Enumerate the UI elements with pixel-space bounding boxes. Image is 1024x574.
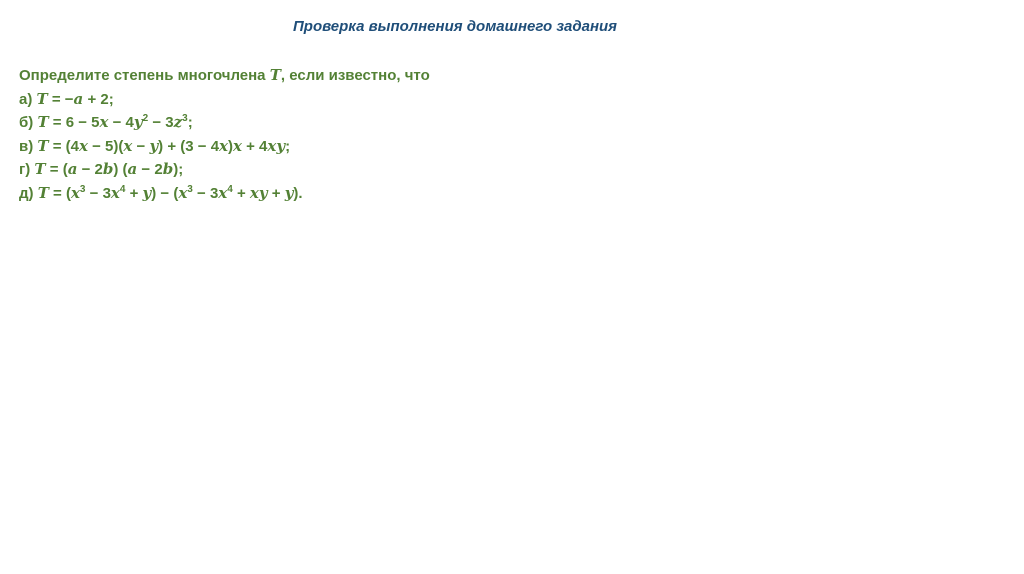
task-item-g: [19, 158, 430, 182]
task-prompt-variable: T: [269, 66, 281, 84]
task-block: [19, 64, 430, 205]
formula-exponent: 3: [182, 113, 188, 124]
formula-text: − 5)(: [87, 137, 124, 155]
formula-variable: a: [73, 89, 84, 108]
formula-variable: T: [36, 89, 48, 108]
formula-text: +: [232, 184, 250, 202]
formula-variable: T: [34, 160, 46, 178]
task-formula: [38, 185, 303, 202]
formula-text: ;: [187, 114, 193, 131]
formula-variable: x: [123, 136, 133, 155]
task-item-label: а): [19, 90, 37, 108]
formula-variable: b: [162, 160, 174, 178]
task-formula: [37, 138, 290, 155]
formula-variable: x: [218, 183, 228, 202]
formula-text: = 6 − 5: [48, 114, 100, 131]
formula-text: ) − (: [151, 184, 179, 202]
task-formula: [37, 91, 114, 108]
formula-text: = (4: [48, 137, 79, 155]
formula-text: = −: [47, 90, 74, 108]
formula-text: ): [228, 137, 233, 155]
formula-text: );: [173, 161, 184, 178]
formula-text: − 4: [108, 114, 134, 131]
formula-text: −: [132, 137, 150, 155]
formula-variable: y: [142, 183, 152, 202]
task-item-d: [19, 182, 430, 206]
formula-variable: a: [127, 160, 138, 178]
task-formula: [34, 161, 183, 178]
task-item-v: [19, 135, 430, 159]
formula-variable: y: [133, 113, 143, 131]
formula-exponent: 4: [227, 183, 233, 195]
formula-text: − 3: [192, 184, 219, 202]
formula-text: − 2: [137, 161, 163, 178]
task-item-label: в): [19, 137, 38, 155]
formula-variable: T: [37, 113, 49, 131]
task-prompt: [19, 64, 430, 88]
formula-text: + 4: [241, 137, 268, 155]
formula-text: − 2: [77, 161, 103, 178]
formula-variable: x: [178, 183, 188, 202]
formula-variable: xy: [267, 136, 286, 155]
formula-text: ;: [285, 137, 291, 155]
task-item-b: [19, 111, 430, 135]
formula-text: = (: [45, 161, 68, 178]
formula-exponent: 3: [79, 183, 86, 195]
formula-text: +: [125, 184, 143, 202]
slide-title: Проверка выполнения домашнего задания: [293, 18, 617, 35]
formula-text: +: [267, 184, 285, 202]
formula-text: + 2;: [83, 90, 114, 108]
task-item-label: б): [19, 114, 38, 131]
formula-variable: x: [99, 113, 109, 131]
formula-variable: T: [37, 136, 49, 155]
formula-variable: x: [233, 136, 242, 155]
formula-variable: x: [70, 183, 80, 202]
task-item-label: г): [19, 161, 35, 178]
formula-text: ) + (3 − 4: [158, 137, 220, 155]
task-formula: [37, 114, 192, 131]
formula-exponent: 3: [187, 183, 193, 195]
task-item-a: [19, 88, 430, 112]
formula-variable: T: [37, 183, 49, 202]
formula-variable: x: [110, 183, 120, 202]
formula-variable: y: [149, 136, 159, 155]
task-item-label: д): [19, 184, 38, 202]
formula-variable: y: [284, 183, 294, 202]
formula-variable: x: [219, 136, 228, 155]
formula-variable: xy: [249, 183, 268, 202]
formula-text: ) (: [113, 161, 128, 178]
formula-exponent: 2: [142, 113, 149, 124]
formula-variable: b: [102, 160, 114, 178]
formula-text: ).: [293, 184, 303, 202]
formula-variable: x: [79, 136, 88, 155]
formula-exponent: 4: [119, 183, 126, 195]
formula-text: − 3: [148, 114, 174, 131]
formula-variable: a: [67, 160, 78, 178]
task-prompt-after: , если известно, что: [280, 67, 430, 84]
formula-variable: z: [173, 113, 183, 131]
task-prompt-before: Определите степень многочлена: [19, 67, 270, 84]
formula-text: − 3: [85, 184, 111, 202]
formula-text: = (: [48, 184, 71, 202]
